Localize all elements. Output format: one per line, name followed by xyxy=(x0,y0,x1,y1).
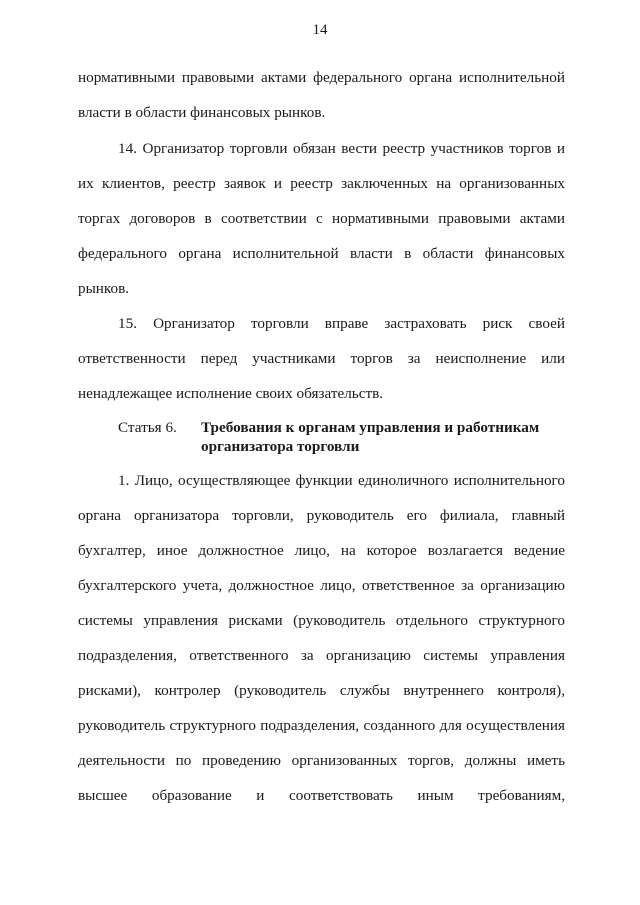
paragraph-1-line: системы управления рисками (руководитель отдельного структурного xyxy=(78,612,565,629)
paragraph-1-line: бухгалтерского учета, должностное лицо, ответственное за организацию xyxy=(78,577,565,594)
paragraph-14-line: торгах договоров в соответствии с нормативными правовыми актами xyxy=(78,210,565,227)
paragraph-14-line: федерального органа исполнительной власти в области финансовых xyxy=(78,245,565,262)
paragraph-1-line: высшее образование и соответствовать иным требованиям, xyxy=(78,787,565,804)
paragraph-1-line: органа организатора торговли, руководитель его филиала, главный xyxy=(78,507,565,524)
text-line: власти в области финансовых рынков. xyxy=(78,104,326,121)
paragraph-15-line: 15. Организатор торговли вправе застраховать риск своей xyxy=(118,315,565,332)
paragraph-15-line: ответственности перед участниками торгов за неисполнение или xyxy=(78,350,565,367)
paragraph-14-line: 14. Организатор торговли обязан вести реестр участников торгов и xyxy=(118,140,565,157)
paragraph-1-line: 1. Лицо, осуществляющее функции единоличного исполнительного xyxy=(118,472,565,489)
paragraph-1-line: бухгалтер, иное должностное лицо, на которое возлагается ведение xyxy=(78,542,565,559)
paragraph-1-line: рисками), контролер (руководитель службы внутреннего контроля), xyxy=(78,682,565,699)
article-title: Требования к органам управления и работникам организатора торговли xyxy=(201,419,540,455)
paragraph-14-line: их клиентов, реестр заявок и реестр заключенных на организованных xyxy=(78,175,565,192)
article-label: Статья 6. xyxy=(118,419,177,436)
paragraph-1-line: руководитель структурного подразделения, созданного для осуществления xyxy=(78,717,565,734)
paragraph-1-line: подразделения, ответственного за организацию системы управления xyxy=(78,647,565,664)
paragraph-15-line: ненадлежащее исполнение своих обязательств. xyxy=(78,385,384,402)
page-number: 14 xyxy=(312,22,328,38)
paragraph-1-line: деятельности по проведению организованных торгов, должны иметь xyxy=(78,752,565,769)
text-line: нормативными правовыми актами федерального органа исполнительной xyxy=(78,69,565,86)
paragraph-14-line: рынков. xyxy=(78,280,130,297)
